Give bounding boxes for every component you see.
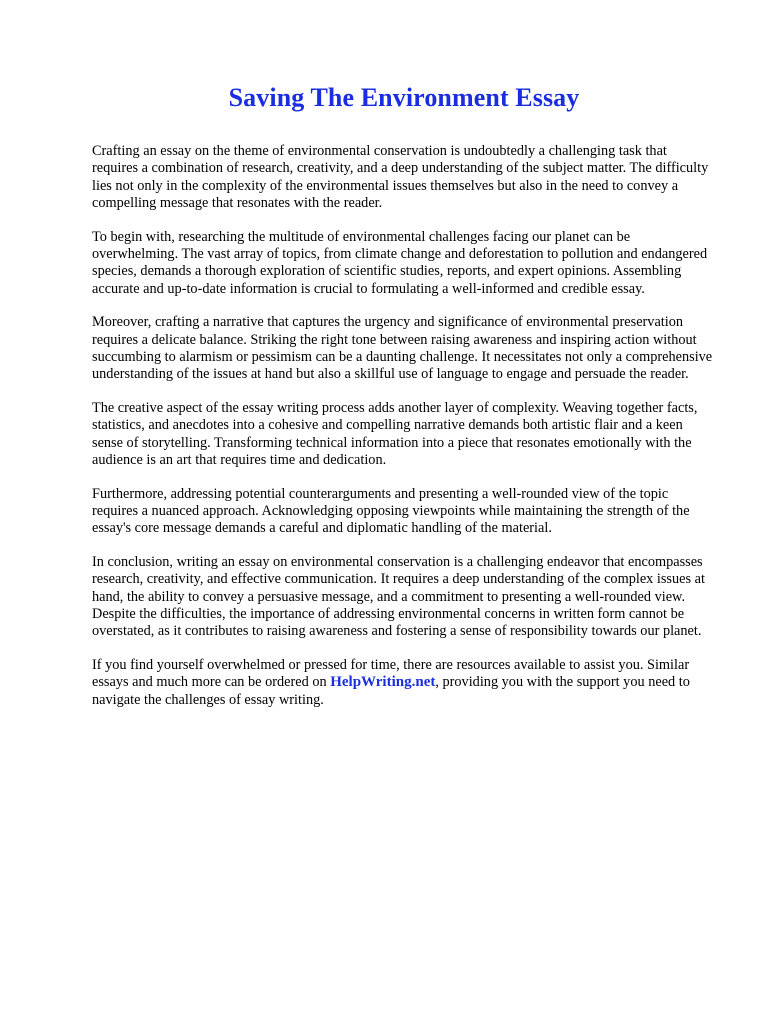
helpwriting-link[interactable]: HelpWriting.net (330, 674, 436, 691)
paragraph-6: In conclusion, writing an essay on environmental conservation is a challenging endeavor that encompasses research, creativity, and effective communication. It requires a deep understanding of the complex issues at hand, the ability to convey a persuasive message, and a commitment to presenting a well-rounded view. Despite the difficulties, the importance of addressing environmental concerns in written form cannot be overstated, as it contributes to raising awareness and fostering a sense of responsibility towards our planet. (92, 553, 705, 640)
paragraph-1: Crafting an essay on the theme of environmental conservation is undoubtedly a challenging task that requires a combination of research, creativity, and a deep understanding of the subject matter. The difficulty lies not only in the complexity of the environmental issues themselves but also in the need to convey a compelling message that resonates with the reader. (92, 143, 709, 212)
paragraph-5: Furthermore, addressing potential counterarguments and presenting a well-rounded view of the topic requires a nuanced approach. Acknowledging opposing viewpoints while maintaining the strength of the essay's core message demands a careful and diplomatic handling of the material. (92, 485, 690, 537)
page-title: Saving The Environment Essay (228, 83, 580, 112)
closing-paragraph (92, 657, 716, 709)
closing-text-before-link: If you find yourself overwhelmed or pressed for time, there are resources available to assist you. Similar essays and much more can be ordered on (92, 656, 690, 691)
essay-body (92, 143, 716, 709)
paragraph-2: To begin with, researching the multitude of environmental challenges facing our planet can be overwhelming. The vast array of topics, from climate change and deforestation to pollution and endangered species, demands a thorough exploration of scientific studies, reports, and expert opinions. Assembling accurate and up-to-date information is crucial to formulating a well-informed and credible essay. (92, 228, 708, 297)
paragraph-3: Moreover, crafting a narrative that captures the urgency and significance of environmental preservation requires a delicate balance. Striking the right tone between raising awareness and inspiring action without succumbing to alarmism or pessimism can be a daunting challenge. It necessitates not only a comprehensive understanding of the issues at hand but also a skillful use of language to engage and persuade the reader. (92, 314, 713, 383)
closing-text-after-link: , providing you with the support you need to navigate the challenges of essay writing. (92, 674, 690, 708)
paragraph-4: The creative aspect of the essay writing process adds another layer of complexity. Weaving together facts, statistics, and anecdotes into a cohesive and compelling narrative demands both artistic flair and a keen sense of storytelling. Transforming technical information into a piece that resonates emotionally with the audience is an art that requires time and dedication. (92, 399, 698, 469)
